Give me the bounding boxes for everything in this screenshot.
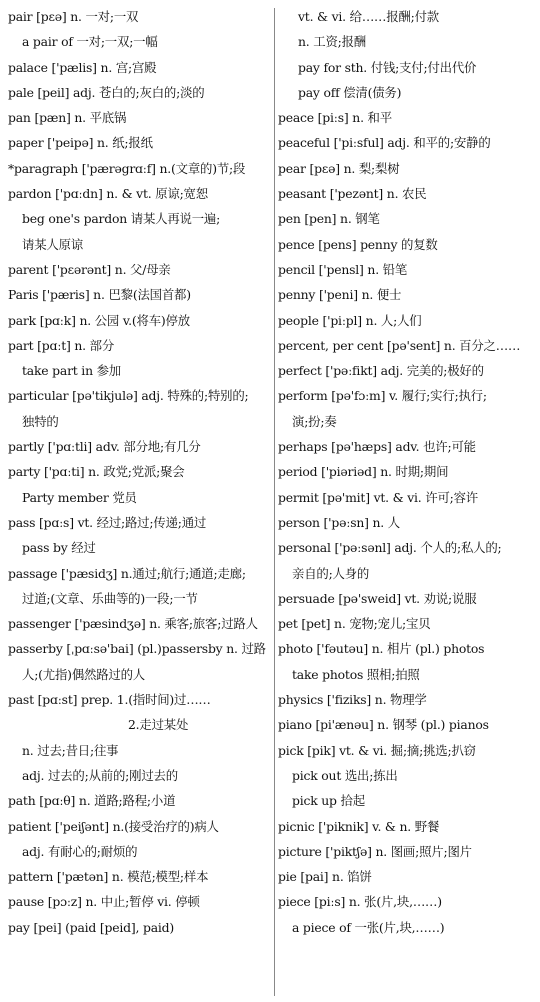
entry-line: physics ['fiziks] n. 物理学: [278, 692, 427, 708]
entry-line: take photos 照相;拍照: [292, 666, 420, 682]
entry-line: adj. 有耐心的;耐烦的: [22, 843, 138, 859]
entry-line: part [pɑːt] n. 部分: [8, 337, 115, 353]
entry-line: pale [peil] adj. 苍白的;灰白的;淡的: [8, 84, 205, 100]
entry-line: path [pɑːθ] n. 道路;路程;小道: [8, 793, 176, 809]
entry-line: piano [pi'ænəu] n. 钢琴 (pl.) pianos: [278, 717, 489, 733]
entry-line: 过道;(文章、乐曲等的)一段;一节: [22, 590, 198, 606]
entry-line: pence [pens] penny 的复数: [278, 236, 438, 252]
entry-line: patient ['peiʃənt] n.(接受治疗的)病人: [8, 818, 219, 834]
entry-line: peasant ['pezənt] n. 农民: [278, 186, 427, 202]
entry-line: personal ['pəːsənl] adj. 个人的;私人的;: [278, 540, 502, 556]
entry-line: picnic ['piknik] v. & n. 野餐: [278, 818, 440, 834]
entry-line: parent ['pɛərənt] n. 父/母亲: [8, 261, 171, 277]
entry-line: pay for sth. 付钱;支付;付出代价: [298, 59, 477, 75]
entry-line: photo ['fəutəu] n. 相片 (pl.) photos: [278, 641, 485, 657]
entry-line: people ['piːpl] n. 人;人们: [278, 312, 422, 328]
entry-line: n. 工资;报酬: [298, 34, 366, 50]
entry-line: palace ['pælis] n. 宫;宫殿: [8, 59, 157, 75]
entry-line: party ['pɑːti] n. 政党;党派;聚会: [8, 464, 185, 480]
entry-line: *paragraph ['pærəgrɑːf] n.(文章的)节;段: [8, 160, 246, 176]
entry-line: person ['pəːsn] n. 人: [278, 514, 400, 530]
entry-line: perfect ['pəːfikt] adj. 完美的;极好的: [278, 363, 484, 379]
entry-line: 独特的: [22, 413, 59, 429]
entry-line: adj. 过去的;从前的;刚过去的: [22, 767, 178, 783]
entry-line: paper ['peipə] n. 纸;报纸: [8, 135, 153, 151]
left-column: [8, 4, 270, 940]
entry-line: picture ['piktʃə] n. 图画;照片;图片: [278, 843, 472, 859]
entry-line: pick [pik] vt. & vi. 掘;摘;挑选;扒窃: [278, 742, 476, 758]
entry-line: pair [pɛə] n. 一对;一双: [8, 9, 139, 24]
entry-line: vt. & vi. 给……报酬;付款: [298, 9, 439, 24]
entry-line: 请某人原谅: [22, 236, 83, 252]
entry-line: take part in 参加: [22, 363, 121, 379]
entry-line: partly ['pɑːtli] adv. 部分地;有几分: [8, 439, 201, 455]
entry-line: persuade [pə'sweid] vt. 劝说;说服: [278, 590, 477, 606]
entry-line: permit [pə'mit] vt. & vi. 许可;容许: [278, 489, 478, 505]
entry-line: perhaps [pə'hæps] adv. 也许;可能: [278, 439, 476, 455]
entry-line: particular [pə'tikjulə] adj. 特殊的;特别的;: [8, 388, 249, 404]
entry-line: pet [pet] n. 宠物;宠儿;宝贝: [278, 616, 431, 632]
entry-line: penny ['peni] n. 便士: [278, 287, 402, 303]
entry-line: passage ['pæsidʒ] n.通过;航行;通道;走廊;: [8, 565, 246, 581]
entry-line: pass [pɑːs] vt. 经过;路过;传递;通过: [8, 514, 207, 530]
entry-line: park [pɑːk] n. 公园 v.(将车)停放: [8, 312, 190, 328]
entry-line: past [pɑːst] prep. 1.(指时间)过……: [8, 692, 211, 708]
entry-line: percent, per cent [pə'sent] n. 百分之……: [278, 337, 521, 353]
entry-line: passenger ['pæsindʒə] n. 乘客;旅客;过路人: [8, 616, 258, 632]
entry-line: 2.走过某处: [128, 717, 189, 733]
entry-line: Party member 党员: [22, 489, 137, 505]
column-divider: [274, 8, 275, 996]
entry-line: piece [piːs] n. 张(片,块,……): [278, 894, 442, 910]
entry-line: pie [pai] n. 馅饼: [278, 869, 372, 885]
entry-line: period ['piəriəd] n. 时期;期间: [278, 464, 449, 480]
entry-line: pay [pei] (paid [peid], paid): [8, 919, 175, 935]
entry-line: Paris ['pæris] n. 巴黎(法国首都): [8, 287, 191, 303]
entry-line: 人;(尤指)偶然路过的人: [22, 666, 145, 682]
entry-line: pick up 拾起: [292, 793, 365, 809]
entry-line: peace [piːs] n. 和平: [278, 110, 392, 126]
entry-line: peaceful ['piːsful] adj. 和平的;安静的: [278, 135, 491, 151]
entry-line: pass by 经过: [22, 540, 96, 556]
entry-line: pear [pɛə] n. 梨;梨树: [278, 160, 400, 176]
entry-line: pattern ['pætən] n. 模范;模型;样本: [8, 869, 209, 885]
right-column: [278, 4, 536, 940]
entry-line: a piece of 一张(片,块,……): [292, 919, 445, 935]
entry-line: n. 过去;昔日;往事: [22, 742, 119, 758]
entry-line: passerby [ˌpɑːsə'bai] (pl.)passersby n. 过路: [8, 641, 266, 657]
entry-line: pardon ['pɑːdn] n. & vt. 原谅;宽恕: [8, 186, 208, 202]
entry-line: 演;扮;奏: [292, 413, 337, 429]
entry-line: pay off 偿清(债务): [298, 84, 402, 100]
entry-line: pan [pæn] n. 平底锅: [8, 110, 127, 126]
entry-line: pick out 选出;拣出: [292, 767, 398, 783]
entry-line: a pair of 一对;一双;一幅: [22, 34, 158, 50]
entry-line: perform [pə'fɔːm] v. 履行;实行;执行;: [278, 388, 487, 404]
entry-line: pause [pɔːz] n. 中止;暂停 vi. 停顿: [8, 894, 200, 910]
entry-line: 亲自的;人身的: [292, 565, 370, 581]
entry-line: pencil ['pensl] n. 铅笔: [278, 261, 408, 277]
entry-line: beg one's pardon 请某人再说一遍;: [22, 211, 221, 227]
entry-line: pen [pen] n. 钢笔: [278, 211, 380, 227]
